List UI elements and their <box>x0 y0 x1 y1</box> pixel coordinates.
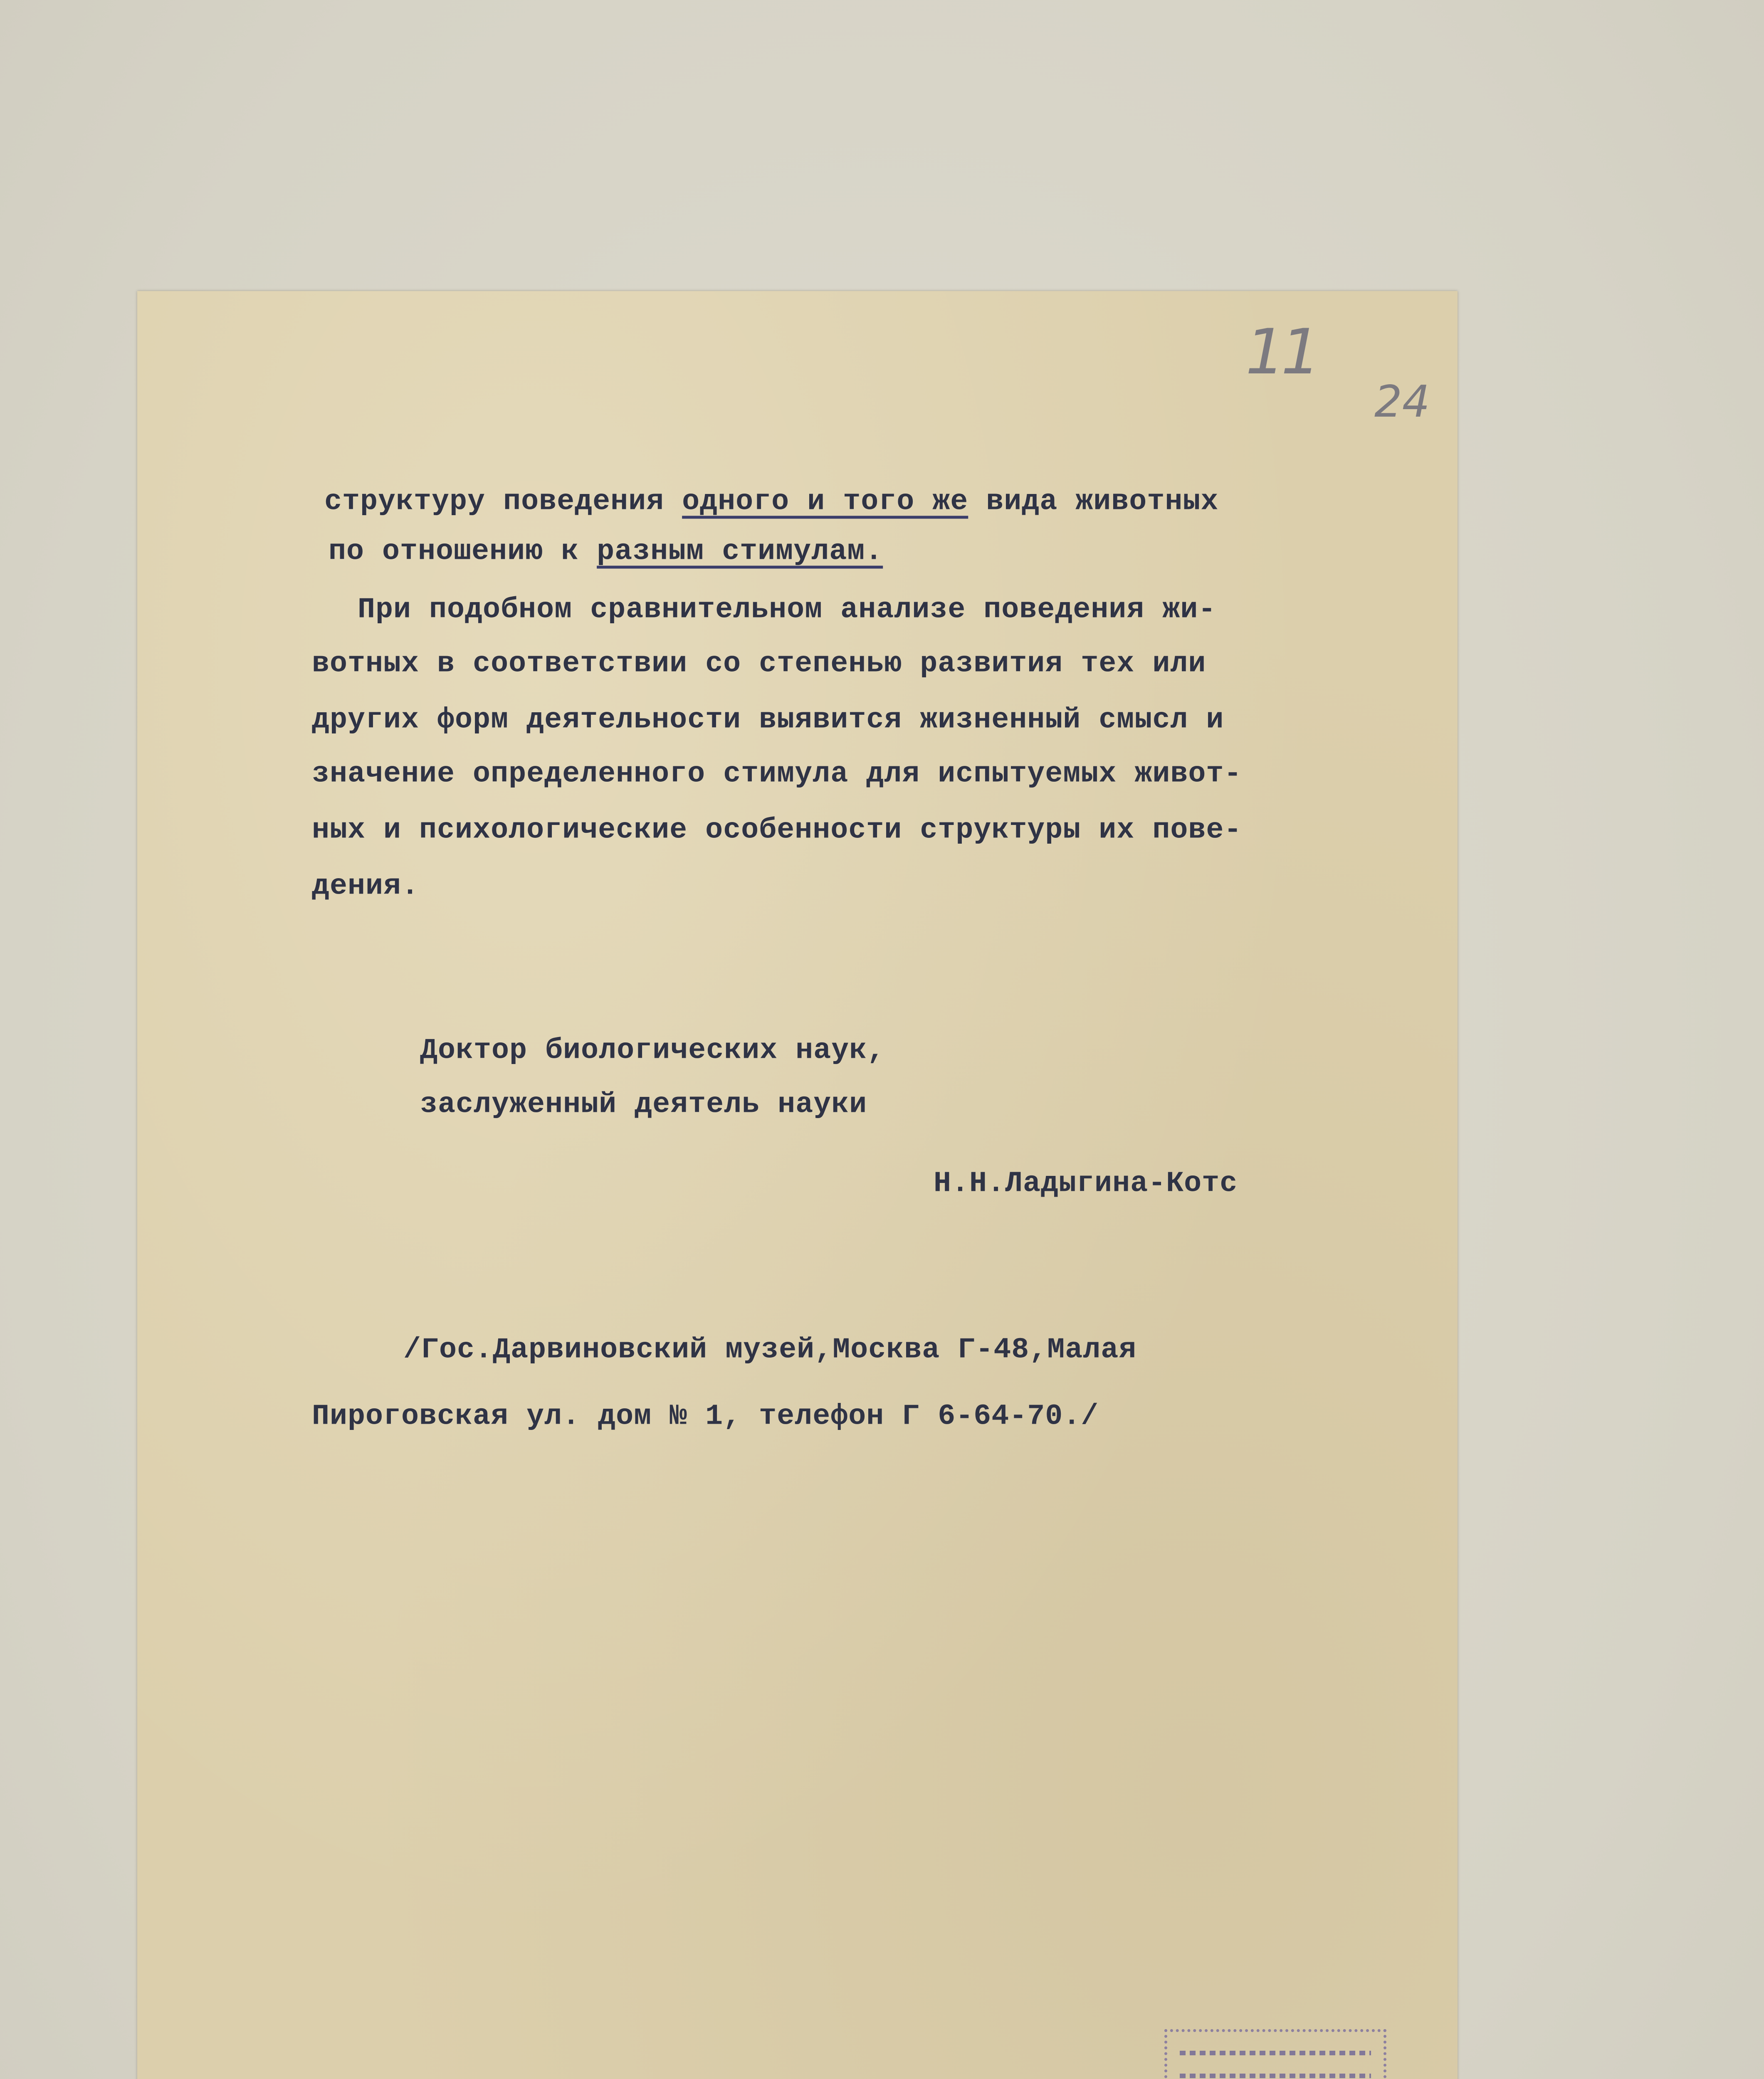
signature-degree: Доктор биологических наук, <box>420 1034 885 1067</box>
paragraph-line-2: вотных в соответствии со степенью развития тех или <box>312 647 1206 681</box>
archive-stamp <box>1164 2029 1386 2079</box>
stamp-text-line <box>1180 2051 1371 2055</box>
paragraph-line-6: дения. <box>312 870 420 903</box>
body-line-2-before: по отношению к <box>329 535 597 568</box>
signature-name: Н.Н.Ладыгина-Котс <box>934 1167 1238 1200</box>
folio-number-corrected: 24 <box>1374 376 1430 427</box>
address-line-1: /Гос.Дарвиновский музей,Москва Г-48,Малая <box>403 1333 1137 1367</box>
stamp-text-line <box>1180 2074 1371 2078</box>
body-line-2 <box>329 535 883 568</box>
body-line-1 <box>324 485 1219 519</box>
paragraph-line-3: других форм деятельности выявится жизненный смысл и <box>312 704 1224 737</box>
body-line-1-after: вида животных <box>968 485 1219 519</box>
paragraph-line-4: значение определенного стимула для испытуемых живот- <box>312 758 1242 791</box>
body-line-1-before: структуру поведения <box>324 485 682 519</box>
body-line-2-emphasis: разным стимулам. <box>597 535 883 568</box>
address-line-2: Пироговская ул. дом № 1, телефон Г 6-64-70./ <box>312 1400 1099 1433</box>
signature-honorific: заслуженный деятель науки <box>420 1088 867 1121</box>
paragraph-line-1: При подобном сравнительном анализе поведения жи- <box>358 593 1216 627</box>
body-line-1-emphasis: одного и того же <box>682 485 968 519</box>
folio-number: 11 <box>1245 316 1317 388</box>
paragraph-line-5: ных и психологические особенности структуры их пове- <box>312 814 1242 847</box>
